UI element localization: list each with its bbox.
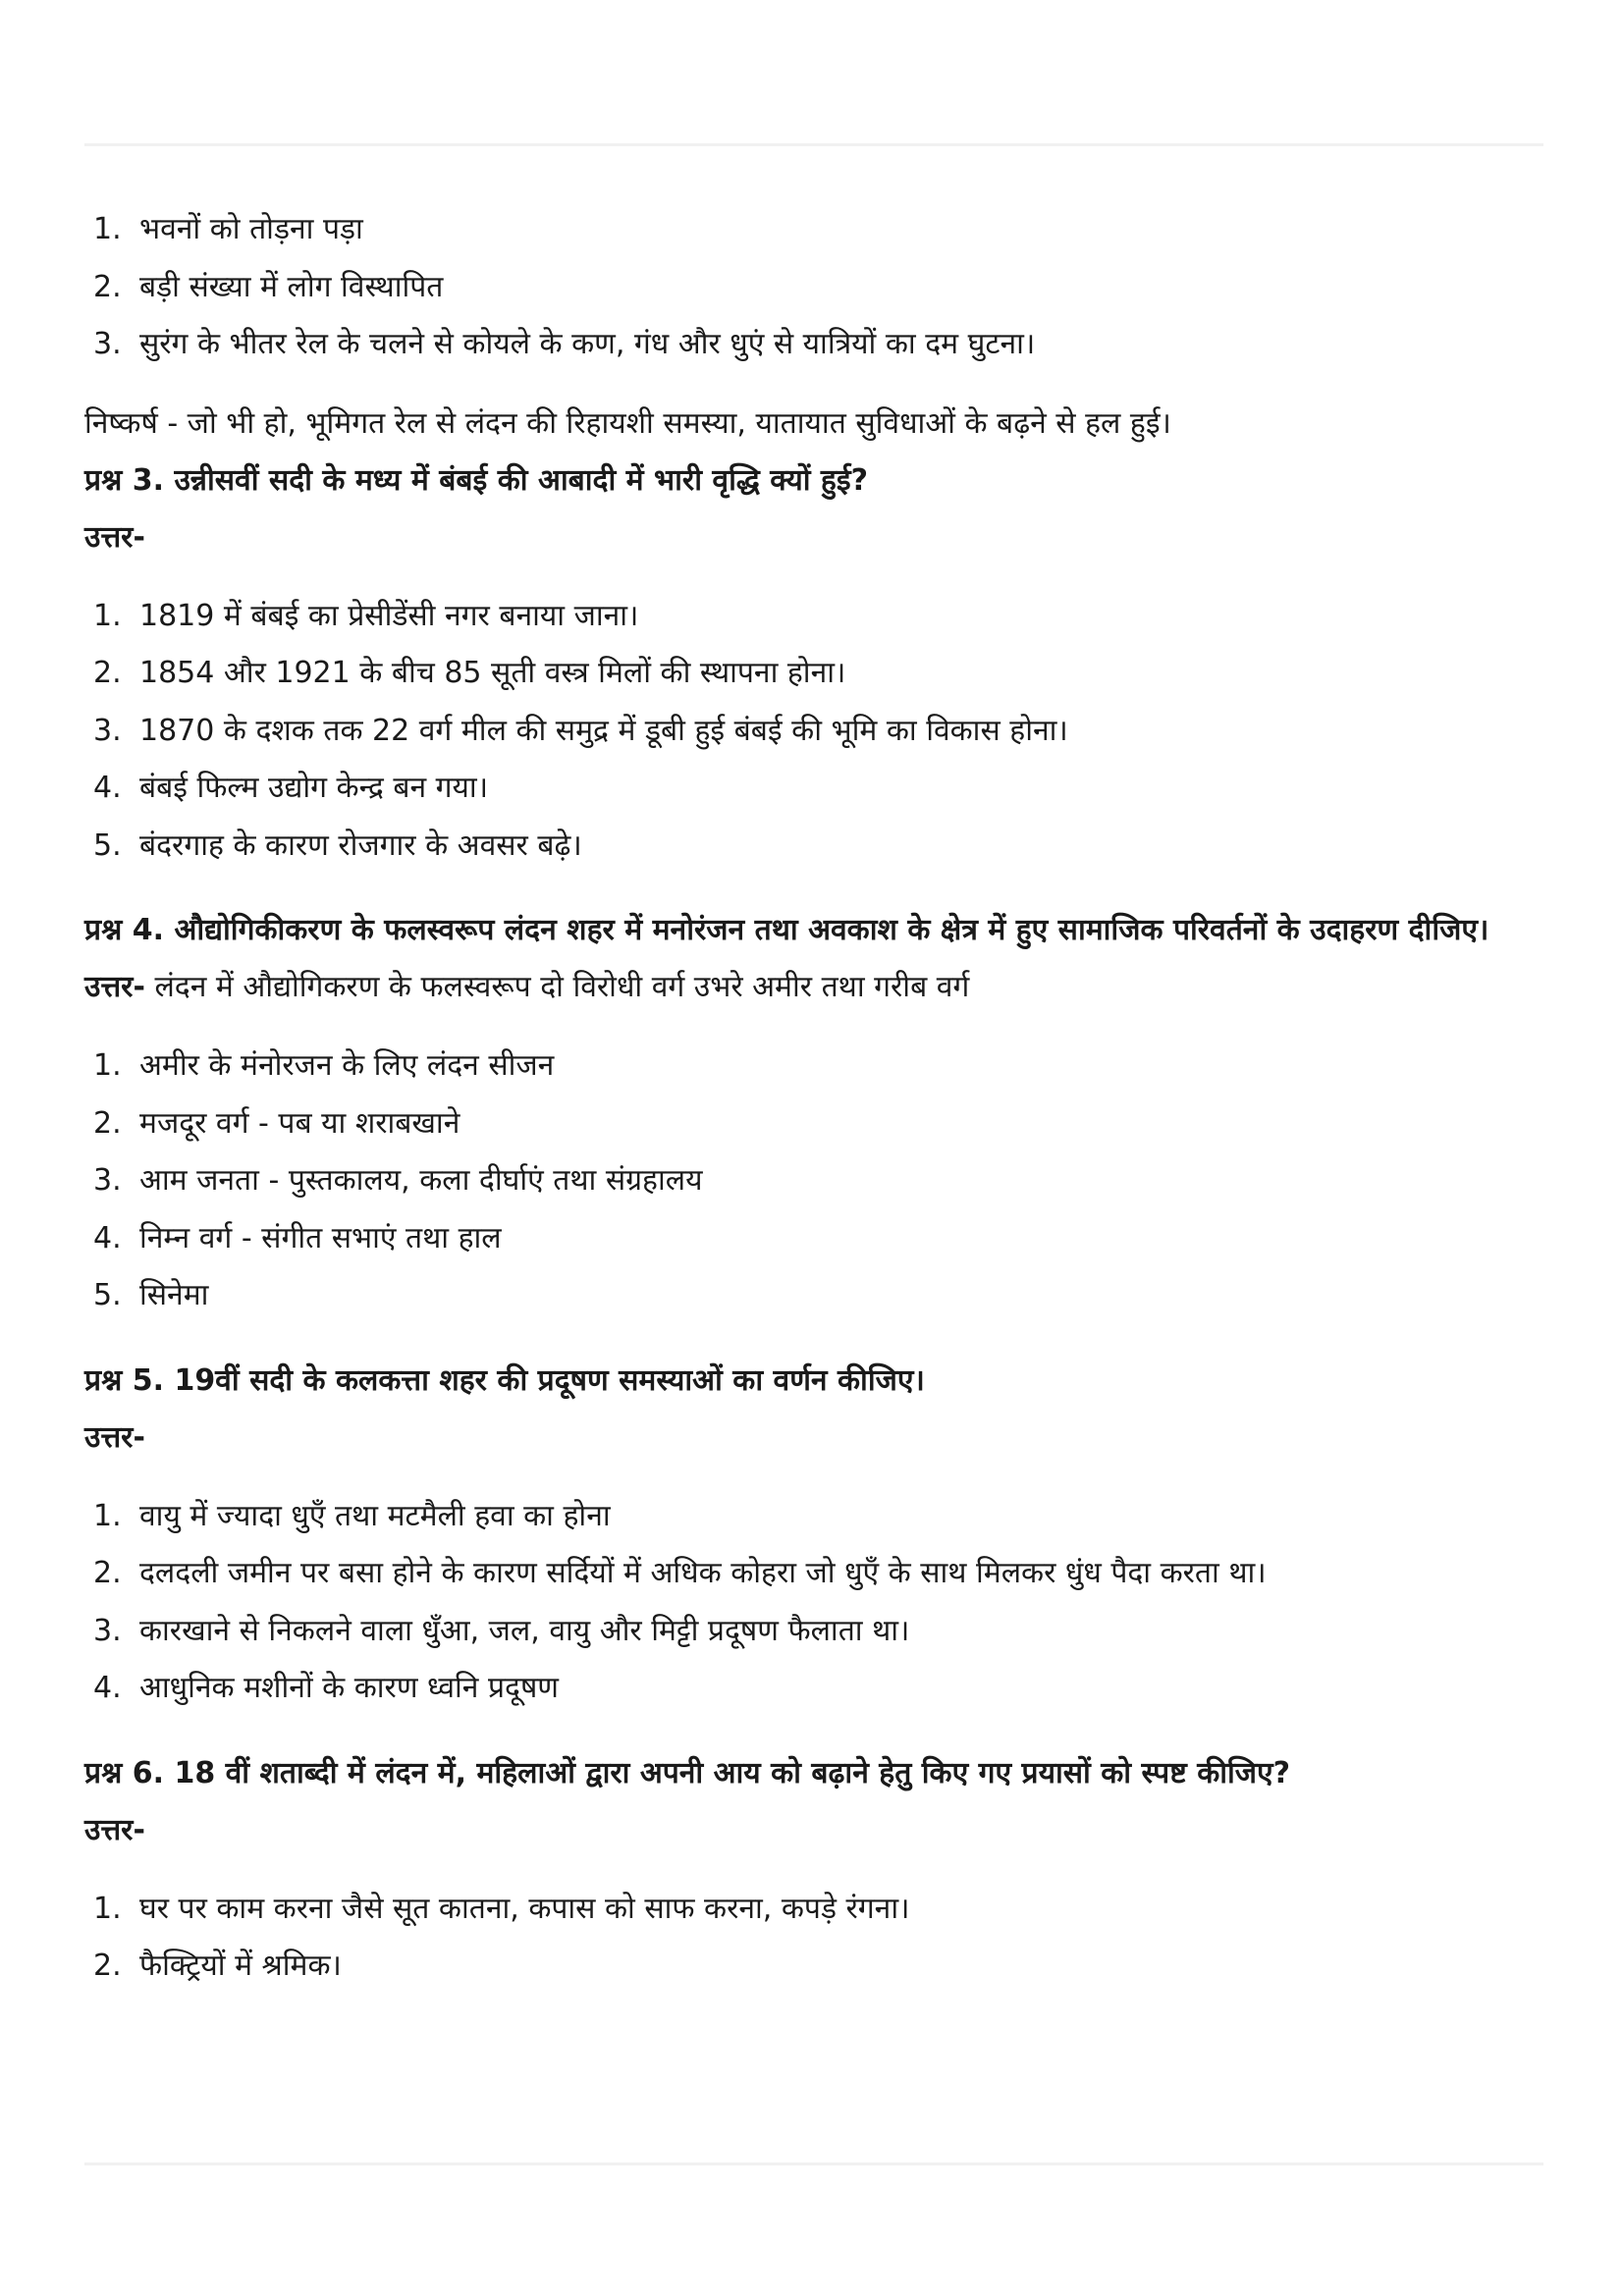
list-item [84, 1152, 1543, 1210]
answer-label-5: उत्तर- [84, 1419, 145, 1455]
list-item [84, 703, 1543, 761]
list-text: बंबई फिल्म उद्योग केन्द्र बन गया। [139, 771, 489, 805]
list-item [84, 760, 1543, 818]
list-item [84, 645, 1543, 703]
intro-list [84, 201, 1543, 374]
list-text: भवनों को तोड़ना पड़ा [139, 212, 363, 246]
list-item [84, 259, 1543, 317]
list-number: 4. [93, 1671, 122, 1705]
list-number: 3. [93, 1163, 122, 1198]
list-text: फैक्ट्रियों में श्रमिक। [139, 1949, 342, 1983]
list-text: घर पर काम करना जैसे सूत कातना, कपास को साफ करना, कपड़े रंगना। [139, 1891, 910, 1926]
document-body [84, 201, 1543, 1996]
answer-list-3 [84, 588, 1543, 876]
list-item [84, 1267, 1543, 1325]
list-text: 1854 और 1921 के बीच 85 सूती वस्त्र मिलों की स्थापना होना। [139, 656, 846, 690]
question-5: प्रश्न 5. 19वीं सदी के कलकत्ता शहर की प्रदूषण समस्याओं का वर्णन कीजिए। [84, 1362, 925, 1398]
list-item [84, 316, 1543, 374]
list-item [84, 818, 1543, 876]
answer-line-4 [84, 959, 1543, 1016]
answer-label-6: उत्तर- [84, 1812, 145, 1847]
list-number: 3. [93, 1613, 122, 1648]
list-text: आधुनिक मशीनों के कारण ध्वनि प्रदूषण [139, 1671, 560, 1705]
bottom-divider [84, 2163, 1543, 2165]
top-divider [84, 143, 1543, 146]
list-text: आम जनता - पुस्तकालय, कला दीर्घाएं तथा संग्रहालय [139, 1163, 703, 1198]
answer-list-4 [84, 1038, 1543, 1325]
question-3: प्रश्न 3. उन्नीसवीं सदी के मध्य में बंबई की आबादी में भारी वृद्धि क्यों हुई? [84, 462, 868, 498]
list-number: 1. [93, 1048, 122, 1083]
list-text: कारखाने से निकलने वाला धुँआ, जल, वायु और मिट्टी प्रदूषण फैलाता था। [139, 1613, 910, 1648]
list-number: 2. [93, 269, 122, 304]
list-item [84, 1660, 1543, 1718]
list-item [84, 1603, 1543, 1661]
question-6: प्रश्न 6. 18 वीं शताब्दी में लंदन में, महिलाओं द्वारा अपनी आय को बढ़ाने हेतु किए गए प्रयासों को स्पष्ट कीजिए? [84, 1755, 1291, 1790]
list-text: दलदली जमीन पर बसा होने के कारण सर्दियों में अधिक कोहरा जो धुएँ के साथ मिलकर धुंध पैदा करता था। [139, 1556, 1267, 1590]
list-number: 1. [93, 212, 122, 246]
list-number: 4. [93, 1220, 122, 1255]
question-4: प्रश्न 4. औद्योगिकीकरण के फलस्वरूप लंदन शहर में मनोरंजन तथा अवकाश के क्षेत्र में हुए सामाजिक परिवर्तनों के उदाहरण दीजिए। [84, 913, 1489, 947]
list-text: 1870 के दशक तक 22 वर्ग मील की समुद्र में डूबी हुई बंबई की भूमि का विकास होना। [139, 713, 1068, 748]
list-text: मजदूर वर्ग - पब या शराबखाने [139, 1105, 460, 1141]
list-text: अमीर के मंनोरजन के लिए लंदन सीजन [139, 1048, 555, 1083]
list-item [84, 1095, 1543, 1153]
list-number: 5. [93, 1278, 122, 1312]
answer-list-6 [84, 1881, 1543, 1996]
list-text: बंदरगाह के कारण रोजगार के अवसर बढ़े। [139, 828, 582, 863]
list-number: 1. [93, 1891, 122, 1926]
list-number: 2. [93, 1949, 122, 1983]
list-text: सुरंग के भीतर रेल के चलने से कोयले के कण, गंध और धुएं से यात्रियों का दम घुटना। [139, 327, 1036, 361]
list-item [84, 1938, 1543, 1996]
list-number: 4. [93, 771, 122, 805]
list-number: 2. [93, 1556, 122, 1590]
list-number: 2. [93, 1105, 122, 1141]
list-text: निम्न वर्ग - संगीत सभाएं तथा हाल [139, 1220, 502, 1255]
answer-label-4: उत्तर- [84, 970, 145, 1004]
list-number: 1. [93, 1498, 122, 1533]
list-number: 3. [93, 327, 122, 361]
list-item [84, 1545, 1543, 1603]
list-item [84, 1881, 1543, 1939]
list-item [84, 1038, 1543, 1095]
list-number: 3. [93, 713, 122, 748]
list-text: सिनेमा [139, 1278, 209, 1312]
list-item [84, 201, 1543, 259]
conclusion-paragraph: निष्कर्ष - जो भी हो, भूमिगत रेल से लंदन की रिहायशी समस्या, यातायात सुविधाओं के बढ़ने से हल हुई। [84, 405, 1171, 441]
answer-list-5 [84, 1488, 1543, 1718]
list-item [84, 588, 1543, 646]
list-item [84, 1488, 1543, 1546]
answer-text-4: लंदन में औद्योगिकरण के फलस्वरूप दो विरोधी वर्ग उभरे अमीर तथा गरीब वर्ग [144, 970, 970, 1004]
list-text: वायु में ज्यादा धुएँ तथा मटमैली हवा का होना [139, 1498, 611, 1533]
list-number: 1. [93, 598, 122, 633]
list-text: बड़ी संख्या में लोग विस्थापित [139, 269, 444, 304]
list-number: 2. [93, 656, 122, 690]
list-number: 5. [93, 828, 122, 863]
list-item [84, 1210, 1543, 1268]
list-text: 1819 में बंबई का प्रेसीडेंसी नगर बनाया जाना। [139, 598, 639, 633]
answer-label-3: उत्तर- [84, 519, 145, 555]
